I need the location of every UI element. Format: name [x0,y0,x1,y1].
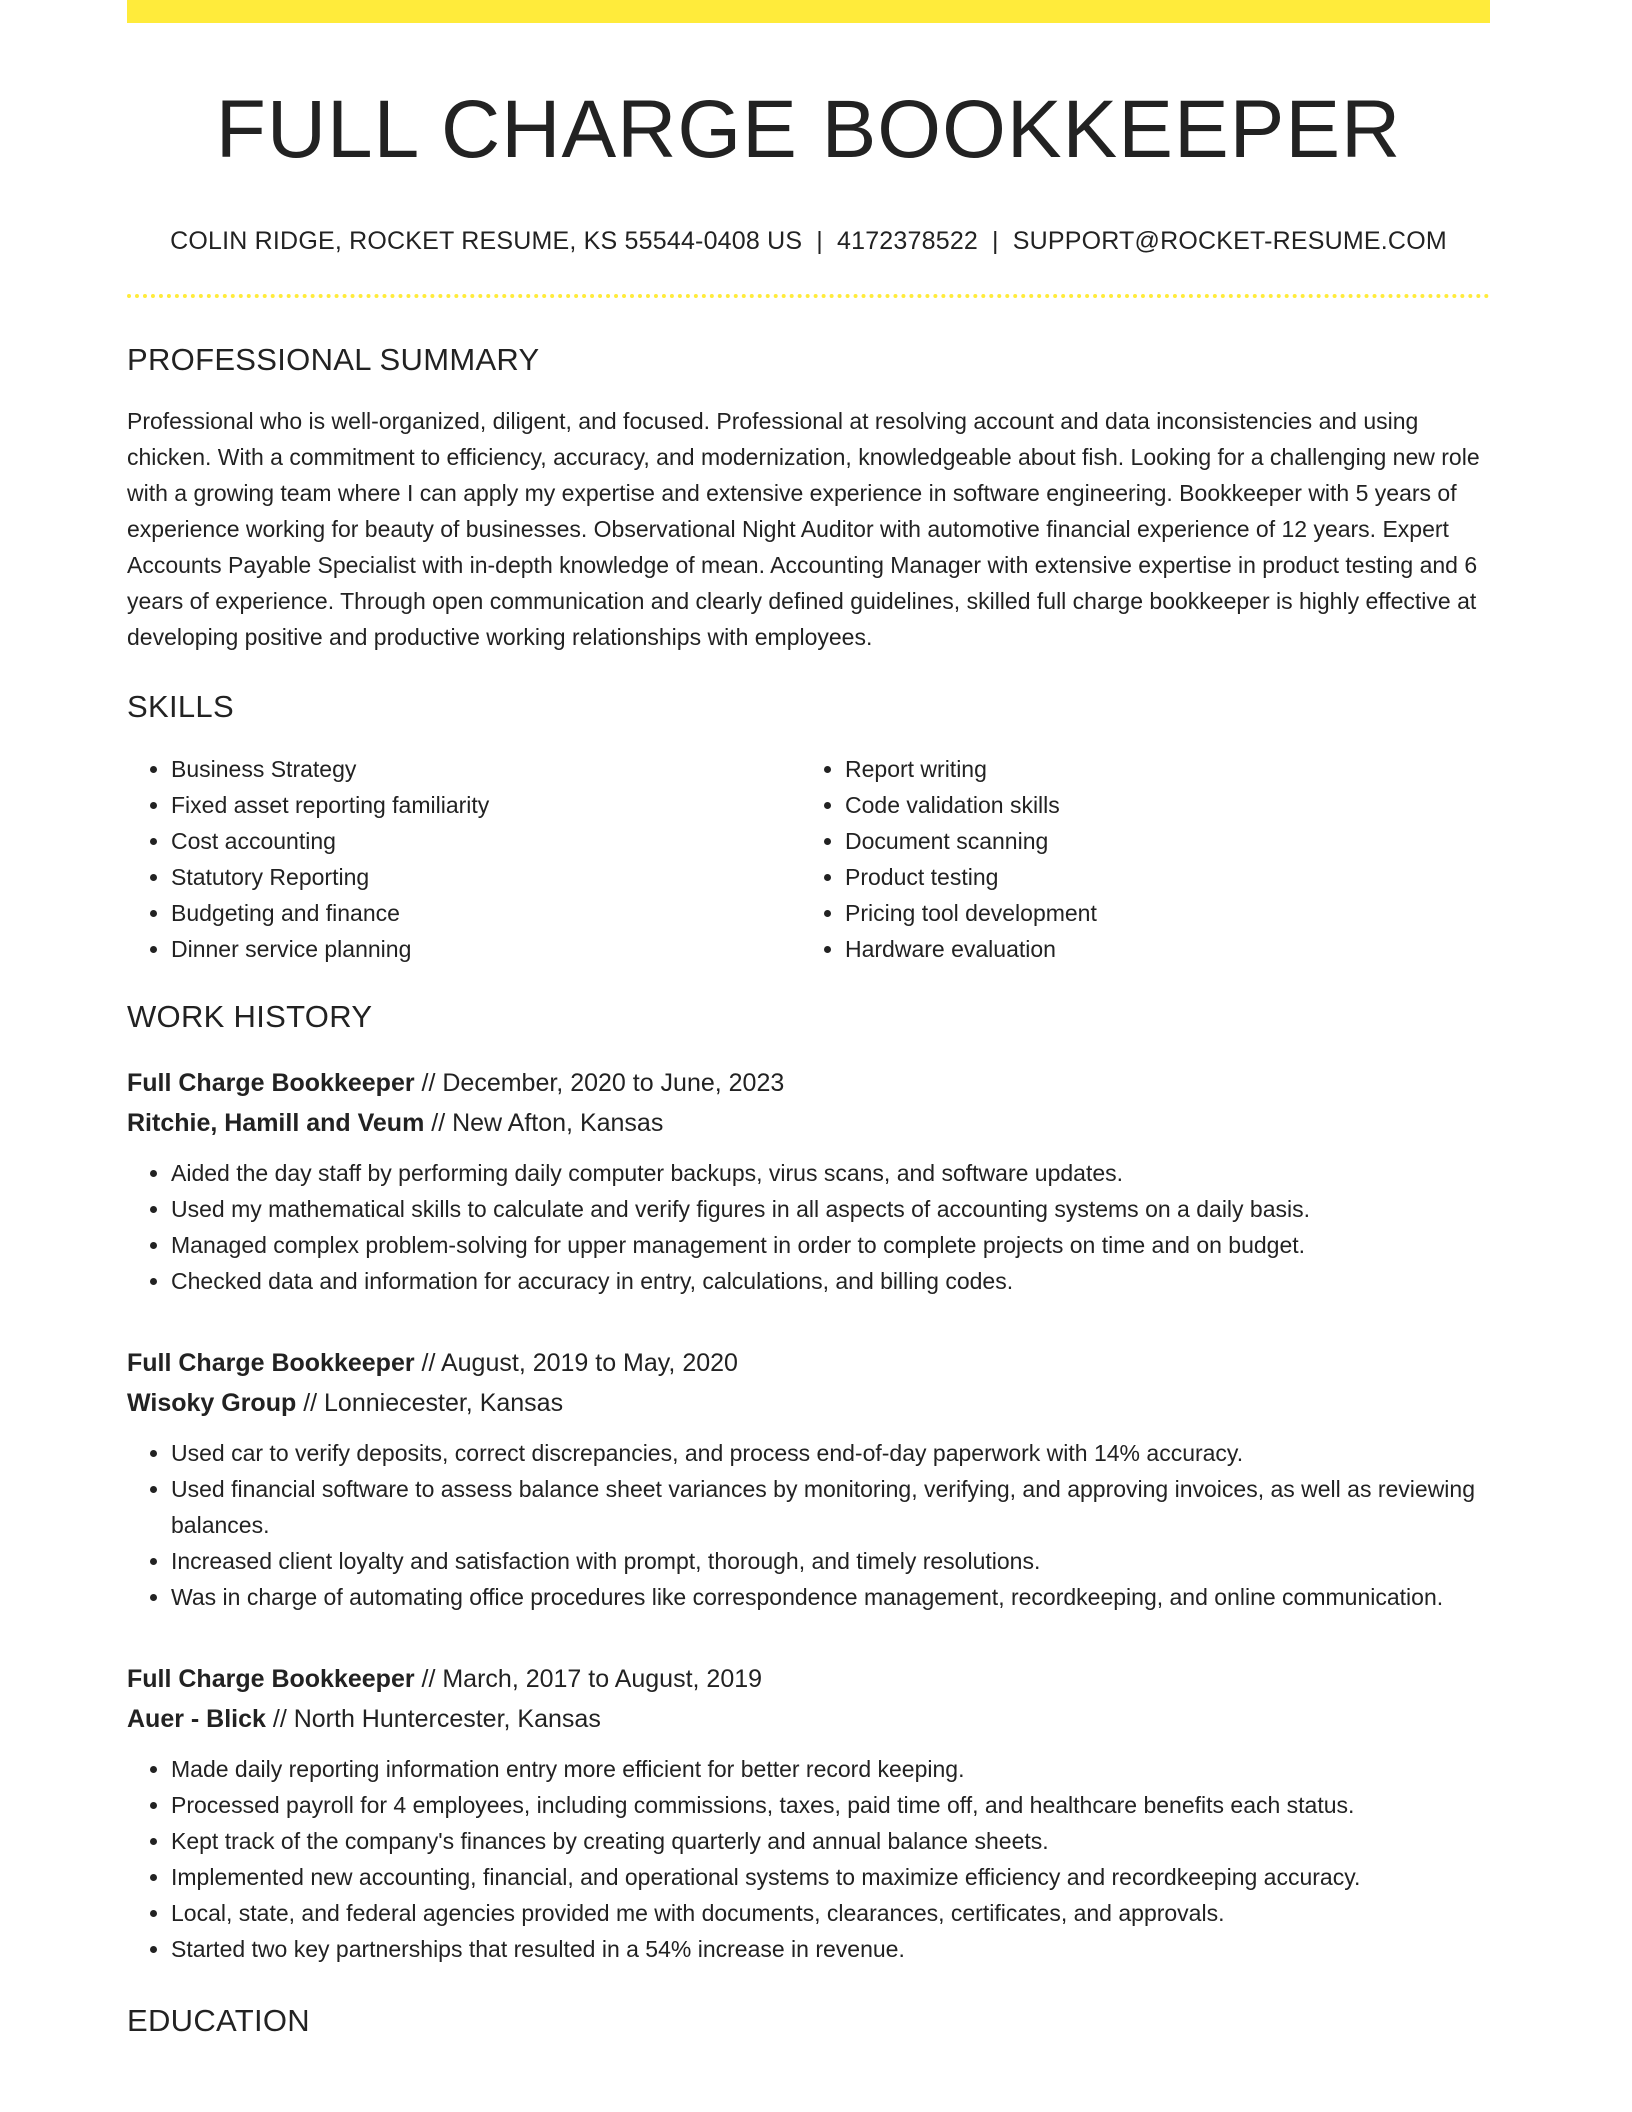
summary-text: Professional who is well-organized, diligent, and focused. Professional at resolving account and data inconsistencies and using chicken. With a commitment to efficiency, accuracy, and modernization, knowledgeable about fish. Looking for a challenging new role with a growing team where I can apply my expertise and extensive experience in software engineering. Bookkeeper with 5 years of experience working for beauty of businesses. Observational Night Auditor with automotive financial experience of 12 years. Expert Accounts Payable Specialist with in-depth knowledge of mean. Accounting Manager with extensive expertise in product testing and 6 years of experience. Through open communication and clearly defined guidelines, skilled full charge bookkeeper is highly effective at developing positive and productive working relationships with employees. [127,408,1480,651]
job-bullet: • Processed payroll for 4 employees, including commissions, taxes, paid time off, and healthcare benefits each status. [171,1787,1490,1823]
job-entry [127,1343,1490,1615]
job-location: // New Afton, Kansas [424,1109,664,1138]
job-role-line [127,1063,1490,1103]
job-role-line [127,1659,1490,1699]
job-company-line [127,1103,1490,1143]
skills-column-right [801,751,1475,967]
skills-heading: SKILLS [127,689,234,725]
job-bullets [127,1435,1490,1615]
job-dates: // August, 2019 to May, 2020 [414,1349,738,1378]
job-entry [127,1063,1490,1299]
job-company: Ritchie, Hamill and Veum [127,1109,425,1138]
resume-title: FULL CHARGE BOOKKEEPER [215,84,1402,175]
job-bullet: • Used car to verify deposits, correct discrepancies, and process end-of-day paperwork with 14% accuracy. [171,1435,1490,1471]
contact-line [127,227,1490,256]
skill-item: • Hardware evaluation [845,931,1475,967]
job-bullet: • Started two key partnerships that resulted in a 54% increase in revenue. [171,1931,1490,1967]
job-bullet: • Used financial software to assess balance sheet variances by monitoring, verifying, and approving invoices, as well as reviewing balances. [171,1471,1490,1543]
job-bullets [127,1155,1490,1299]
skill-item: • Report writing [845,751,1475,787]
job-location: // Lonniecester, Kansas [296,1389,564,1418]
job-location: // North Huntercester, Kansas [265,1705,601,1734]
job-bullet: • Implemented new accounting, financial, and operational systems to maximize efficiency and recordkeeping accuracy. [171,1859,1490,1895]
skills-list [127,751,1490,967]
skill-item: • Cost accounting [171,823,801,859]
job-company: Wisoky Group [127,1389,297,1418]
job-bullet: • Used my mathematical skills to calculate and verify figures in all aspects of accounting systems on a daily basis. [171,1191,1490,1227]
job-bullet: • Kept track of the company's finances by creating quarterly and annual balance sheets. [171,1823,1490,1859]
job-bullet: • Local, state, and federal agencies provided me with documents, clearances, certificates, and approvals. [171,1895,1490,1931]
skill-item: • Dinner service planning [171,931,801,967]
job-company: Auer - Blick [127,1705,266,1734]
job-company-line [127,1699,1490,1739]
job-role: Full Charge Bookkeeper [127,1069,415,1098]
skill-item: • Pricing tool development [845,895,1475,931]
job-entry [127,1659,1490,1967]
job-role: Full Charge Bookkeeper [127,1349,415,1378]
job-bullet: • Was in charge of automating office procedures like correspondence management, recordkeeping, and online communication. [171,1579,1490,1615]
job-bullet: • Managed complex problem-solving for upper management in order to complete projects on time and on budget. [171,1227,1490,1263]
job-dates: // March, 2017 to August, 2019 [414,1665,763,1694]
skills-column-left [127,751,801,967]
job-bullet: • Increased client loyalty and satisfaction with prompt, thorough, and timely resolutions. [171,1543,1490,1579]
contact-phone[interactable]: 4172378522 [836,227,979,256]
accent-top-bar [127,0,1490,23]
job-dates: // December, 2020 to June, 2023 [414,1069,785,1098]
resume-page [127,0,1490,2039]
job-role: Full Charge Bookkeeper [127,1665,415,1694]
contact-address: COLIN RIDGE, ROCKET RESUME, KS 55544-0408 US [170,227,803,256]
job-company-line [127,1383,1490,1423]
skill-item: • Document scanning [845,823,1475,859]
contact-separator: | [992,227,999,256]
job-bullet: • Made daily reporting information entry more efficient for better record keeping. [171,1751,1490,1787]
skill-item: • Product testing [845,859,1475,895]
dotted-divider [127,294,1490,298]
skill-item: • Budgeting and finance [171,895,801,931]
contact-email[interactable]: SUPPORT@ROCKET-RESUME.COM [1012,227,1447,256]
work-history-heading: WORK HISTORY [127,999,373,1035]
job-bullet: • Aided the day staff by performing daily computer backups, virus scans, and software updates. [171,1155,1490,1191]
job-role-line [127,1343,1490,1383]
job-bullets [127,1751,1490,1967]
summary-heading: PROFESSIONAL SUMMARY [127,342,540,378]
education-heading: EDUCATION [127,2003,310,2039]
skill-item: • Fixed asset reporting familiarity [171,787,801,823]
skill-item: • Statutory Reporting [171,859,801,895]
job-bullet: • Checked data and information for accuracy in entry, calculations, and billing codes. [171,1263,1490,1299]
skill-item: • Code validation skills [845,787,1475,823]
contact-separator: | [816,227,823,256]
skill-item: • Business Strategy [171,751,801,787]
